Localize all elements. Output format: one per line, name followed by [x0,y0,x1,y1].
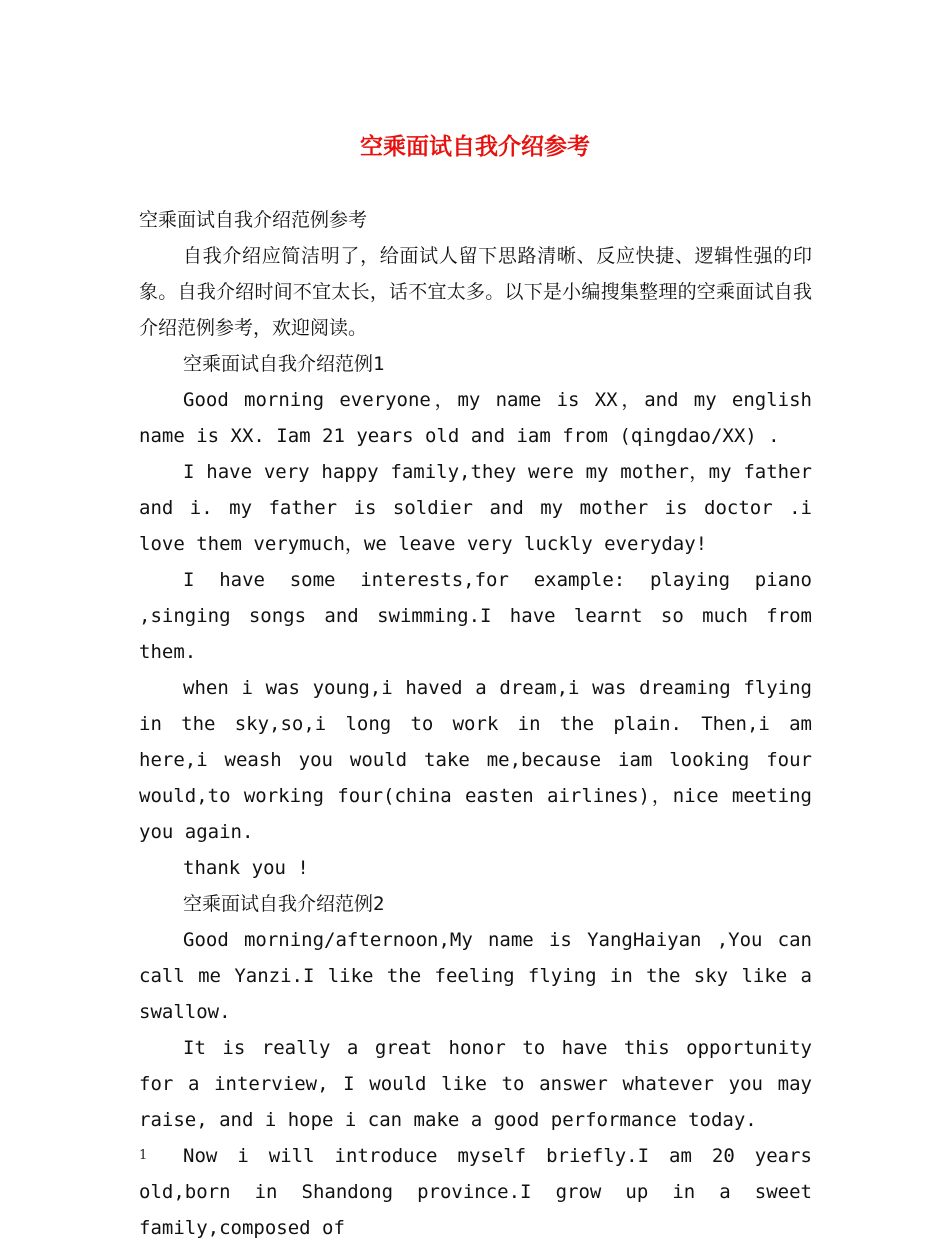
document-title: 空乘面试自我介绍参考 [360,133,590,160]
paragraph: when i was young,i haved a dream,i was dreaming flying in the sky,so,i long to work in the plain. Then,i am here,i weash you would take me,because iam looking four would,to working four(china easten airlines)，nice meeting you again. [139,677,812,843]
example-heading-1: 空乘面试自我介绍范例1 [183,353,385,375]
paragraph: 自我介绍应简洁明了，给面试人留下思路清晰、反应快捷、逻辑性强的印象。自我介绍时间不宜太长，话不宜太多。以下是小编搜集整理的空乘面试自我介绍范例参考，欢迎阅读。 [139,245,812,339]
document-body [139,202,812,1246]
page-number: 1 [139,1148,148,1163]
paragraph: It is really a great honor to have this opportunity for a interview, I would like to answer whatever you may raise, and i hope i can make a good performance today. [139,1037,812,1131]
paragraph: Good morning everyone，my name is XX，and my english name is XX. Iam 21 years old and iam from (qingdao/XX) . [139,389,812,447]
section-heading: 空乘面试自我介绍范例参考 [139,209,368,231]
paragraph: Good morning/afternoon,My name is YangHaiyan ,You can call me Yanzi.I like the feeling flying in the sky like a swallow. [139,929,812,1023]
example-heading-2: 空乘面试自我介绍范例2 [183,893,385,915]
paragraph: thank you ! [183,857,309,879]
paragraph: Now i will introduce myself briefly.I am 20 years old,born in Shandong province.I grow up in a sweet family,composed of [139,1145,812,1239]
paragraph: I have very happy family,they were my mother，my father and i. my father is soldier and my mother is doctor .i love them verymuch，we leave very luckly everyday! [139,461,812,555]
paragraph: I have some interests,for example: playing piano ,singing songs and swimming.I have learnt so much from them. [139,569,812,663]
